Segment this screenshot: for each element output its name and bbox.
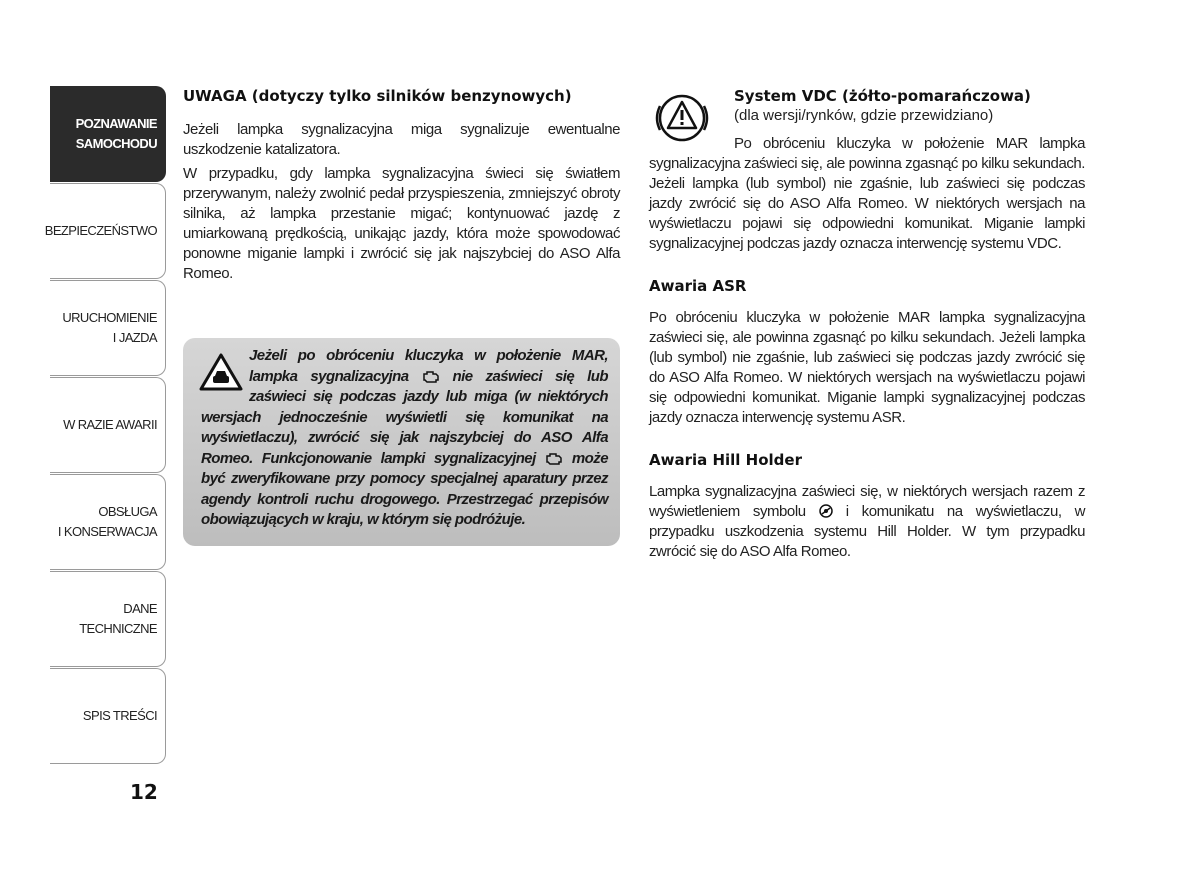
tab-uruchomienie-i-jazda[interactable] — [50, 280, 166, 376]
tab-label: POZNAWANIE SAMOCHODU — [75, 116, 157, 151]
tab-label: W RAZIE AWARII — [63, 417, 157, 432]
chapter-tabs — [44, 86, 166, 765]
warning-text-part: może być zweryfikowane przy pomocy specjalnej aparatury przez agendy kontroli ruchu drogowego. Przestrzegać przepisów obowiązujących w kraju, w którym się podróżuje. — [201, 449, 609, 528]
asr-heading: Awaria ASR — [649, 277, 747, 295]
warning-text-part: nie zaświeci się lub zaświeci się podczas jazdy lub miga (w niektórych wersjach jednocześnie wyświetli się komunikat na wyświetlaczu), zwrócić się jak najszybciej do ASO Alfa Romeo. Funkcjonowanie lampki sygnalizacyjnej — [201, 367, 608, 467]
warning-text — [201, 346, 608, 531]
uwaga-paragraph-2: W przypadku, gdy lampka sygnalizacyjna świeci się światłem przerywanym, należy zwolnić pedał przyspieszenia, zmniejszyć obroty silnika, aż lampka przestanie migać; kontynuować jazdę z umiarkowaną prędkością, unikając jazdy, która może spowodować ponowne miganie lampki i zwrócić się jak najszybciej do ASO Alfa Romeo. — [183, 165, 620, 282]
tab-label: SPIS TREŚCI — [82, 708, 157, 723]
hill-holder-heading: Awaria Hill Holder — [649, 451, 802, 469]
engine-check-icon — [422, 370, 440, 383]
tab-w-razie-awarii[interactable] — [50, 377, 166, 473]
right-column — [649, 86, 1085, 562]
warning-triangle-icon — [199, 352, 243, 392]
vdc-heading: System VDC (żółto-pomarańczowa) — [734, 87, 1031, 105]
tab-bezpieczenstwo[interactable] — [44, 183, 166, 279]
uwaga-paragraph-1: Jeżeli lampka sygnalizacyjna miga sygnalizuje ewentualne uszkodzenie katalizatora. — [183, 121, 620, 158]
left-column — [183, 86, 620, 284]
uwaga-heading: UWAGA (dotyczy tylko silników benzynowych) — [183, 87, 572, 105]
warning-box — [183, 338, 620, 546]
tab-label: BEZPIECZEŃSTWO — [44, 223, 157, 238]
tab-label: URUCHOMIENIE I JAZDA — [62, 310, 157, 345]
vdc-subheading: (dla wersji/rynków, gdzie przewidziano) — [734, 107, 994, 124]
tab-poznawanie-samochodu[interactable] — [50, 86, 166, 182]
warning-text-part: Jeżeli po obróceniu kluczyka w położenie MAR, lampka sygnalizacyjna — [249, 347, 608, 385]
hill-holder-text-part: i komunikatu na wyświetlaczu, w przypadku uszkodzenia systemu Hill Holder. W tym przypadku zwrócić się do ASO Alfa Romeo. — [649, 503, 1086, 560]
engine-check-icon — [545, 452, 563, 465]
hill-holder-paragraph — [649, 482, 1085, 562]
hill-holder-text-part: Lampka sygnalizacyjna zaświeci się, w niektórych wersjach razem z wyświetleniem symbolu — [649, 483, 1085, 520]
page-number: 12 — [130, 780, 158, 804]
hill-holder-icon — [819, 504, 833, 518]
vdc-paragraph: Po obróceniu kluczyka w położenie MAR lampka sygnalizacyjna zaświeci się, ale powinna zgasnąć po kilku sekundach. Jeżeli lampka (lub symbol) nie zgaśnie, lub zaświeci się podczas jazdy zwrócić się do ASO Alfa Romeo. W niektórych wersjach na wyświetlaczu pojawi się odpowiedni komunikat. Miganie lampki sygnalizacyjnej podczas jazdy oznacza interwencję systemu VDC. — [649, 135, 1085, 252]
tab-spis-tresci[interactable] — [50, 668, 166, 764]
tab-label: DANE TECHNICZNE — [79, 601, 157, 636]
asr-paragraph: Po obróceniu kluczyka w położenie MAR lampka sygnalizacyjna zaświeci się, ale powinna zgasnąć po kilku sekundach. Jeżeli lampka (lub symbol) nie zgaśnie, lub zaświeci się podczas jazdy zwrócić się do ASO Alfa Romeo. W niektórych wersjach na wyświetlaczu pojawi się odpowiedni komunikat. Miganie lampki sygnalizacyjnej podczas jazdy oznacza interwencję systemu ASR. — [649, 309, 1085, 426]
tab-obsluga-i-konserwacja[interactable] — [50, 474, 166, 570]
tab-dane-techniczne[interactable] — [50, 571, 166, 667]
tab-label: OBSŁUGA I KONSERWACJA — [57, 504, 157, 539]
